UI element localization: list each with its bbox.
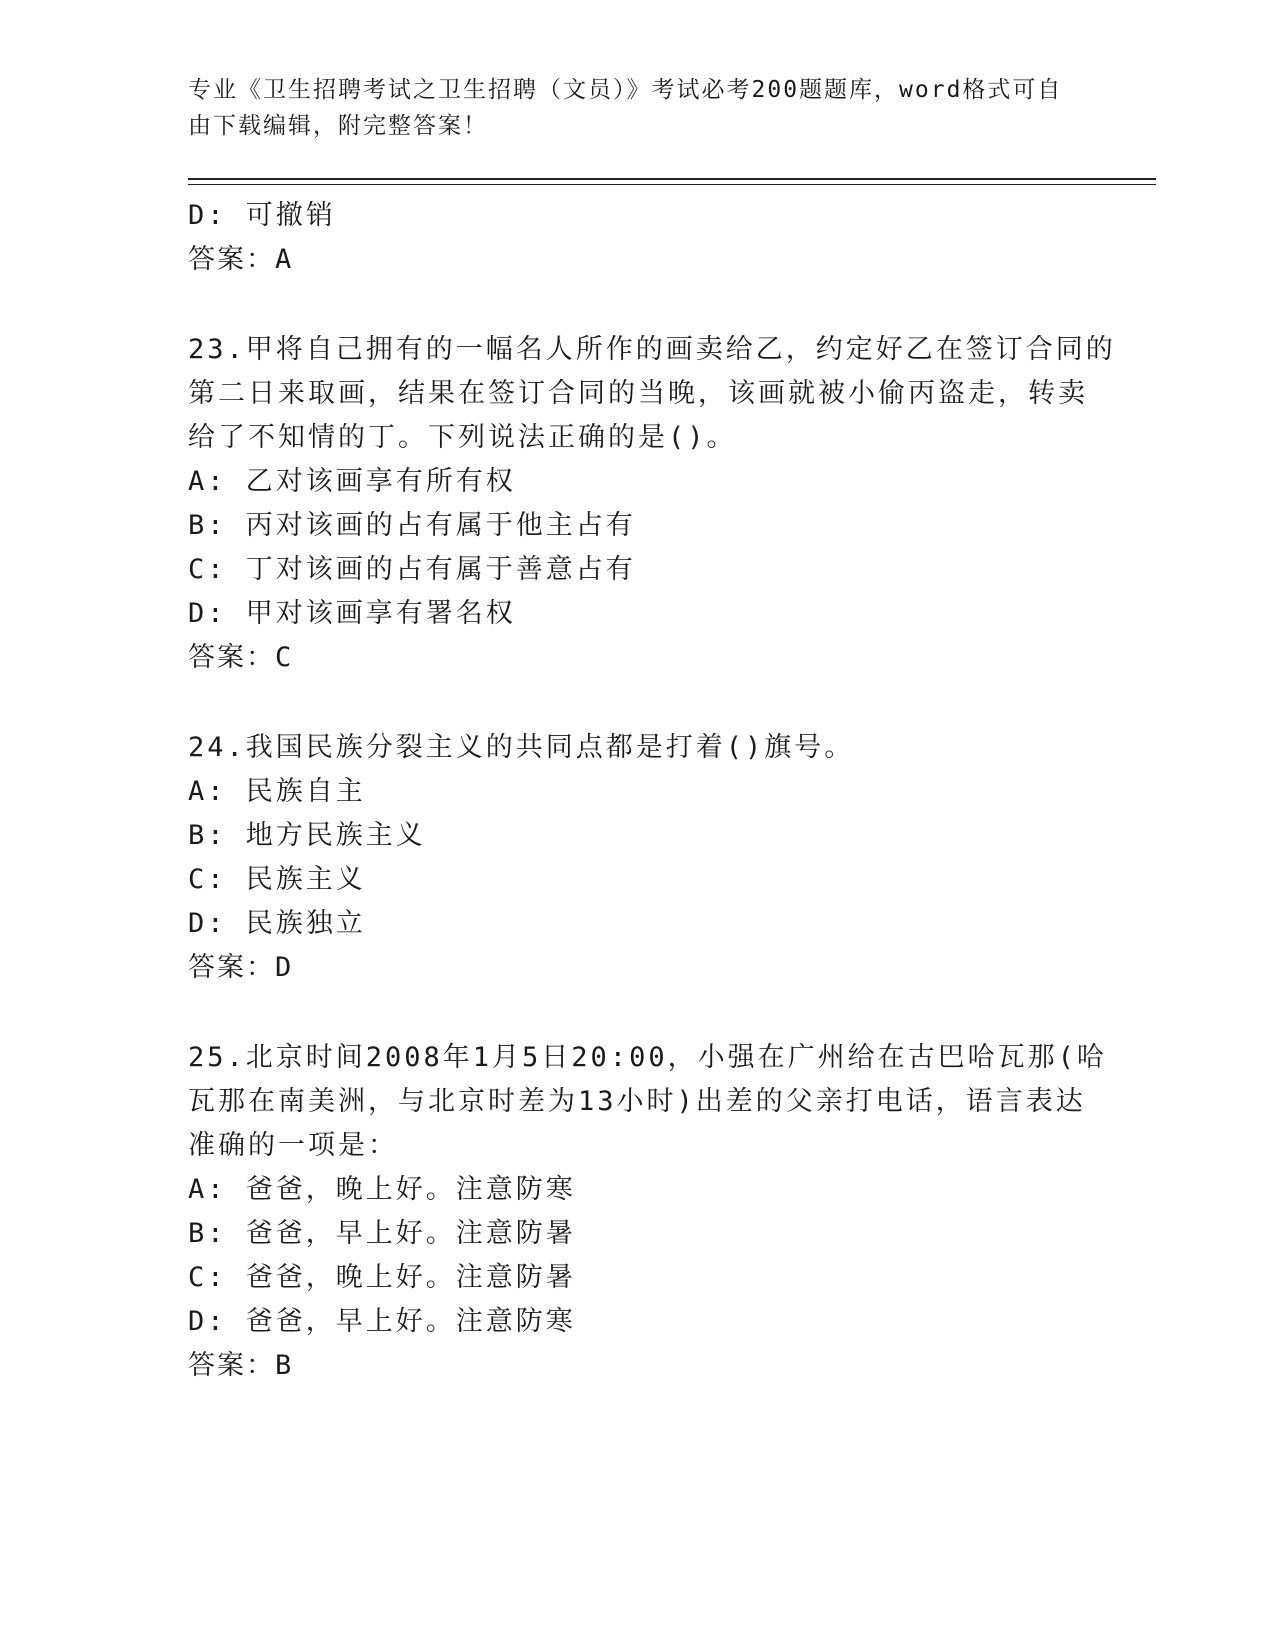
q23-option-a: A: 乙对该画享有所有权 [188, 466, 516, 497]
header-divider-thick [188, 178, 1156, 180]
header-line-1: 专业《卫生招聘考试之卫生招聘（文员）》考试必考200题题库，word格式可自 [188, 77, 1063, 103]
q23-option-c: C: 丁对该画的占有属于善意占有 [188, 554, 636, 585]
q25-stem-line-3: 准确的一项是： [188, 1130, 398, 1161]
q24-stem-line-1: 24.我国民族分裂主义的共同点都是打着()旗号。 [188, 732, 855, 763]
q23-stem-line-2: 第二日来取画，结果在签订合同的当晚，该画就被小偷丙盗走，转卖 [188, 378, 1088, 409]
q23-stem-line-3: 给了不知情的丁。下列说法正确的是()。 [188, 422, 737, 453]
q24-option-c: C: 民族主义 [188, 864, 366, 895]
q24-option-d: D: 民族独立 [188, 908, 366, 939]
answer-value: B [275, 1350, 294, 1381]
header-line-2: 由下载编辑，附完整答案！ [188, 113, 488, 139]
answer-label: 答案： [188, 642, 275, 673]
q25-answer [188, 1346, 293, 1386]
q25-stem-line-1: 25.北京时间2008年1月5日20:00，小强在广州给在古巴哈瓦那(哈 [188, 1042, 1107, 1073]
answer-value: A [275, 244, 294, 275]
header-divider-thin [188, 184, 1156, 185]
answer-value: C [275, 642, 294, 673]
q23-option-d: D: 甲对该画享有署名权 [188, 598, 516, 629]
q23-stem-line-1: 23.甲将自己拥有的一幅名人所作的画卖给乙，约定好乙在签订合同的 [188, 334, 1116, 365]
prev-option-d: D: 可撤销 [188, 200, 336, 231]
q24-option-b: B: 地方民族主义 [188, 820, 426, 851]
answer-label: 答案： [188, 952, 275, 983]
q25-stem-line-2: 瓦那在南美洲，与北京时差为13小时)出差的父亲打电话，语言表达 [188, 1086, 1086, 1117]
q25-option-c: C: 爸爸，晚上好。注意防暑 [188, 1262, 576, 1293]
q23-answer [188, 638, 293, 678]
q25-option-d: D: 爸爸，早上好。注意防寒 [188, 1306, 576, 1337]
q25-option-a: A: 爸爸，晚上好。注意防寒 [188, 1174, 576, 1205]
answer-label: 答案： [188, 244, 275, 275]
q24-option-a: A: 民族自主 [188, 776, 366, 807]
q23-option-b: B: 丙对该画的占有属于他主占有 [188, 510, 636, 541]
document-header [188, 72, 1088, 144]
answer-label: 答案： [188, 1350, 275, 1381]
q24-answer [188, 948, 293, 988]
answer-value: D [275, 952, 294, 983]
prev-answer [188, 240, 293, 280]
q25-option-b: B: 爸爸，早上好。注意防暑 [188, 1218, 576, 1249]
